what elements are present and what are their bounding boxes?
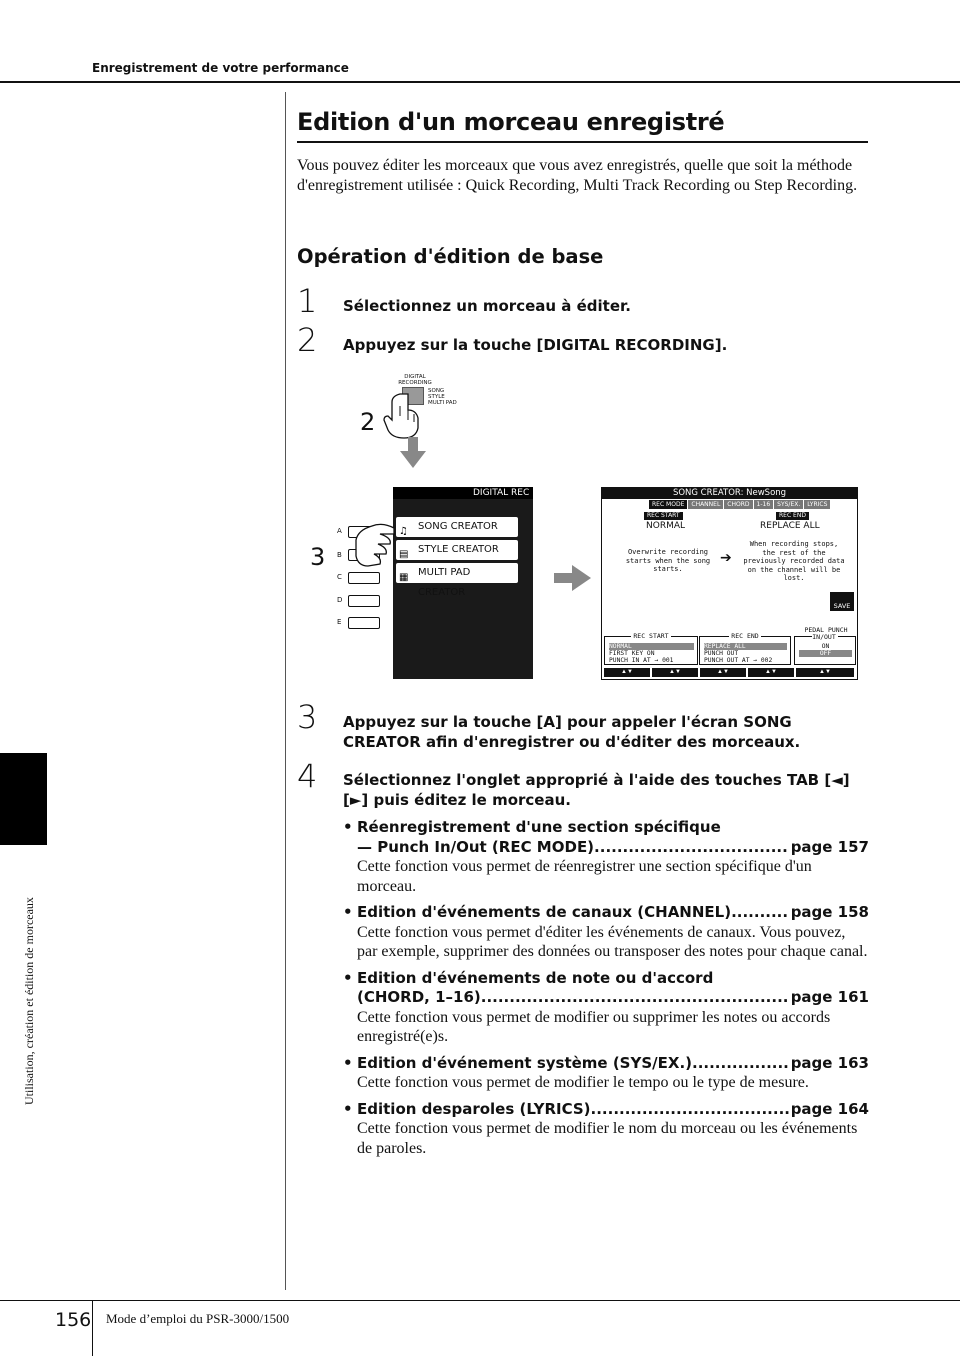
step-number: 2: [297, 321, 318, 359]
item-description: Cette fonction vous permet de modifier le tempo ou le type de mesure.: [357, 1074, 809, 1091]
up-down-button[interactable]: ▲▼: [604, 668, 650, 677]
up-down-button[interactable]: ▲▼: [796, 668, 854, 677]
rec-end-badge: REC END: [776, 512, 809, 520]
key-letter-a: A: [337, 527, 342, 535]
item-description: Cette fonction vous permet de réenregistrer une section spécifique d'un morceau.: [357, 858, 812, 895]
list-item: • Réenregistrement d'une section spécifique — Punch In/Out (REC MODE) ..... page 157 Cette fonction vous permet de réenregistrer une section spécifique d'un morceau.: [343, 818, 869, 896]
rec-end-note: When recording stops, the rest of the previously recorded data on the channel will be lost.: [743, 540, 845, 582]
intro-paragraph: Vous pouvez éditer les morceaux que vous avez enregistrés, quelle que soit la méthode d'enregistrement utilisée : Quick Recording, Multi Track Recording ou Step Recording.: [297, 157, 858, 194]
screen-title: SONG CREATOR: NewSong: [602, 488, 857, 499]
screen-arrow-buttons: [604, 668, 854, 677]
step-number: 1: [297, 282, 318, 320]
step-text: Sélectionnez un morceau à éditer.: [343, 297, 631, 315]
menu-label: SONG CREATOR: [418, 521, 498, 532]
up-down-button[interactable]: ▲▼: [748, 668, 794, 677]
tab-lyrics[interactable]: LYRICS: [804, 500, 830, 509]
step-number: 4: [297, 757, 318, 795]
key-letter-b: B: [337, 551, 342, 559]
page-reference[interactable]: page 157: [790, 837, 869, 856]
panel-title: DIGITAL REC: [393, 487, 533, 499]
item-title: Edition d'événements de canaux (CHANNEL): [357, 903, 732, 921]
option-multi-pad: MULTI PAD: [428, 400, 457, 406]
music-note-icon: ♫: [399, 526, 408, 537]
pad-icon: ▦: [399, 572, 409, 583]
tab-sys-ex[interactable]: SYS/EX.: [774, 500, 803, 509]
item-title: (CHORD, 1–16): [357, 988, 481, 1006]
page-title: Edition d'un morceau enregistré: [297, 108, 725, 136]
item-title: Edition d'événement système (SYS/EX.): [357, 1053, 692, 1072]
song-creator-screen: [601, 487, 858, 680]
box-title: REC END: [731, 632, 759, 640]
item-title: — Punch In/Out (REC MODE): [357, 837, 595, 856]
menu-label: MULTI PAD CREATOR: [418, 567, 471, 598]
step-text: Appuyez sur la touche [DIGITAL RECORDING].: [343, 336, 728, 354]
save-button[interactable]: SAVE: [830, 592, 854, 611]
item-description: Cette fonction vous permet de modifier ou supprimer les notes ou accords enregistré(e)s.: [357, 1008, 831, 1045]
box-line[interactable]: ON: [821, 643, 830, 650]
rec-start-value: NORMAL: [646, 521, 686, 531]
title-rule: [297, 141, 868, 143]
footer-divider: [92, 1300, 93, 1356]
item-description: Cette fonction vous permet d'éditer les événements de canaux. Vous pouvez, par exemple, supprimer des données ou transposer des notes pour chaque canal.: [357, 923, 868, 960]
key-d-button[interactable]: [348, 595, 380, 607]
column-divider: [285, 92, 286, 1290]
running-header: Enregistrement de votre performance: [92, 61, 349, 75]
step-text: Sélectionnez l'onglet approprié à l'aide des touches TAB [◄][►] puis éditez le morceau.: [343, 771, 850, 809]
header-rule: [0, 81, 960, 83]
step-mark-2: 2: [360, 408, 376, 436]
right-arrow-icon: [554, 565, 592, 591]
key-letter-d: D: [337, 596, 343, 604]
footer-rule: [0, 1300, 960, 1301]
box-line[interactable]: PUNCH IN AT → 001: [609, 657, 674, 664]
list-item: • Edition desparoles (LYRICS) ..... page 164 Cette fonction vous permet de modifier le nom du morceau ou les événements de paroles.: [343, 1100, 869, 1159]
menu-icons: [397, 520, 417, 590]
item-description: Cette fonction vous permet de modifier le nom du morceau ou les événements de paroles.: [357, 1120, 858, 1157]
chapter-tab-label: Utilisation, création et édition de morceaux: [22, 897, 36, 1105]
style-icon: ▤: [399, 549, 409, 560]
pointing-hand-icon: [352, 520, 398, 582]
rec-start-box: [604, 632, 698, 665]
step-number: 3: [297, 698, 318, 736]
button-option-list: [428, 388, 457, 406]
pedal-punch-box: [794, 626, 856, 665]
item-heading: Edition d'événements de note ou d'accord: [357, 968, 714, 987]
page-reference[interactable]: page 161: [790, 988, 869, 1006]
box-line[interactable]: REPLACE ALL: [704, 643, 787, 650]
tab-chord[interactable]: CHORD: [724, 500, 752, 509]
chapter-tab-marker: [0, 753, 47, 845]
key-letter-e: E: [337, 618, 342, 626]
down-arrow-icon: [400, 437, 426, 469]
box-line[interactable]: NORMAL: [609, 643, 694, 650]
page-reference[interactable]: page 164: [790, 1099, 869, 1118]
section-subtitle: Opération d'édition de base: [297, 245, 604, 268]
rec-start-badge: REC START: [644, 512, 683, 520]
box-line[interactable]: FIRST KEY ON: [609, 650, 655, 657]
rec-start-note: Overwrite recording starts when the song starts.: [625, 548, 711, 573]
page-reference[interactable]: page 163: [790, 1053, 869, 1072]
option-style: STYLE: [428, 394, 445, 400]
box-title: REC START: [633, 632, 669, 640]
manual-title: Mode d’emploi du PSR-3000/1500: [106, 1311, 290, 1326]
step-text: Appuyez sur la touche [A] pour appeler l'écran SONG CREATOR afin d'enregistrer ou d'éditer des morceaux.: [343, 713, 801, 751]
key-letter-c: C: [337, 573, 342, 581]
item-heading: Réenregistrement d'une section spécifique: [357, 818, 721, 836]
tab-channel[interactable]: CHANNEL: [688, 500, 723, 509]
function-list: [343, 818, 869, 1165]
step-mark-3: 3: [310, 543, 326, 571]
digital-recording-label: DIGITAL RECORDING: [398, 374, 432, 386]
box-line[interactable]: PUNCH OUT AT → 002: [704, 657, 773, 664]
rec-end-box: [699, 632, 791, 665]
tab-1-16[interactable]: 1-16: [754, 500, 774, 509]
key-e-button[interactable]: [348, 617, 380, 629]
pressing-hand-icon: [378, 392, 428, 442]
box-title: PEDAL PUNCH IN/OUT: [804, 626, 848, 641]
list-item: • Edition d'événement système (SYS/EX.) ..... page 163 Cette fonction vous permet de modifier le tempo ou le type de mesure.: [343, 1054, 869, 1093]
tab-rec-mode[interactable]: REC MODE: [649, 500, 687, 509]
rec-end-value: REPLACE ALL: [760, 521, 820, 531]
arrow-right-icon: ➔: [720, 550, 732, 566]
page-number: 156: [55, 1309, 92, 1331]
option-song: SONG: [428, 388, 445, 394]
screen-tab-bar: [649, 500, 830, 509]
list-item: • Edition d'événements de note ou d'accord (CHORD, 1–16) ..... page 161 Cette fonction vous permet de modifier ou supprimer les notes ou accords enregistré(e)s.: [343, 969, 869, 1047]
item-title: Edition desparoles (LYRICS): [357, 1099, 591, 1118]
box-line[interactable]: OFF: [799, 650, 852, 657]
box-line[interactable]: PUNCH OUT: [704, 650, 739, 657]
menu-label: STYLE CREATOR: [418, 544, 499, 555]
up-down-button[interactable]: ▲▼: [700, 668, 746, 677]
up-down-button[interactable]: ▲▼: [652, 668, 698, 677]
page-reference[interactable]: page 158: [790, 903, 869, 921]
list-item: • Edition d'événements de canaux (CHANNEL) ..... page 158 Cette fonction vous permet d'éditer les événements de canaux. Vous pouvez, par exemple, supprimer des données ou transposer des notes pour chaque canal.: [343, 903, 869, 962]
